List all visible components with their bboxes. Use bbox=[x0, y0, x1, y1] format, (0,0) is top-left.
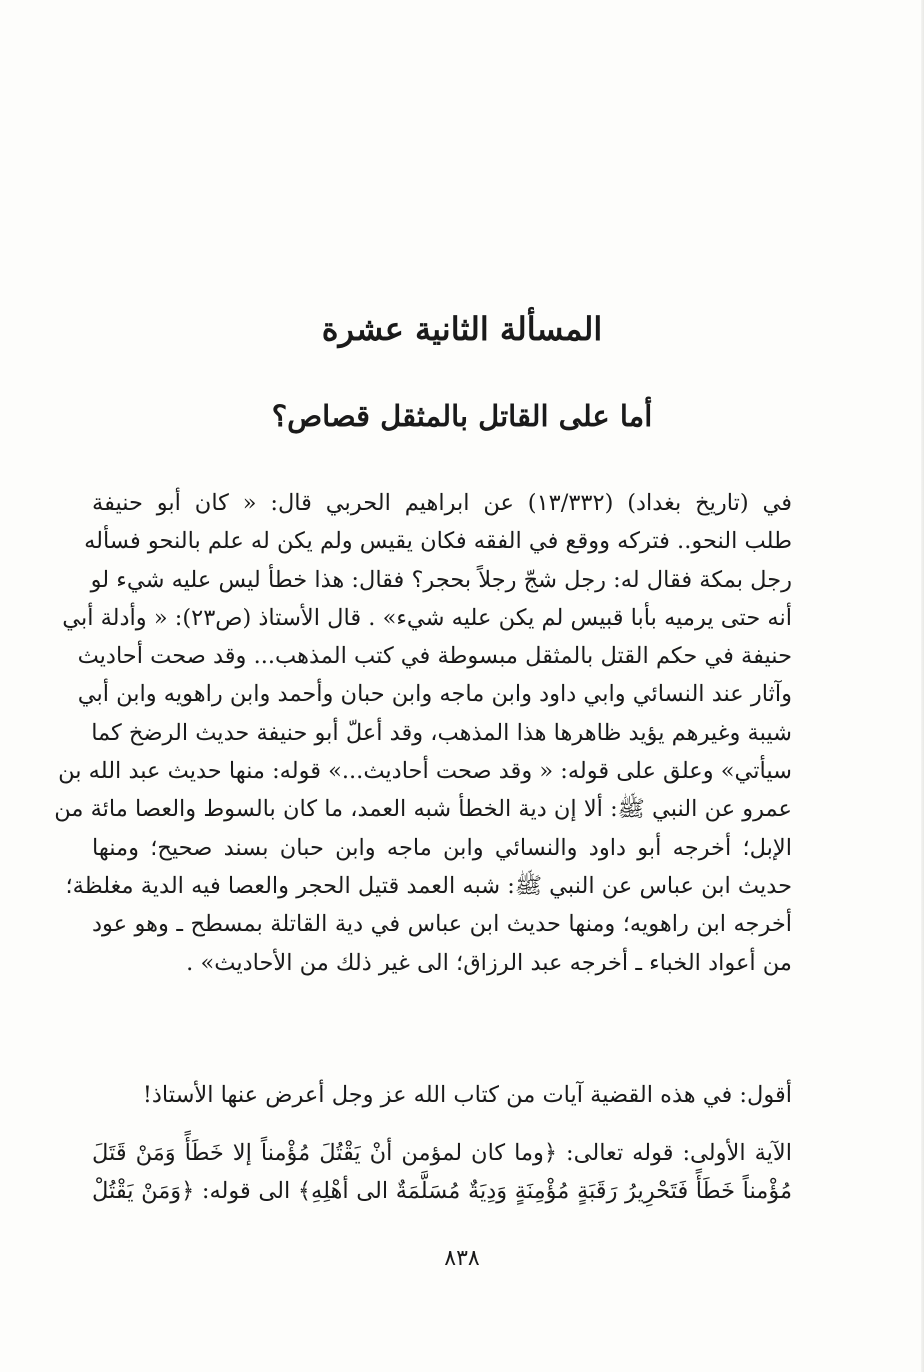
text-line: عمرو عن النبي ﷺ: ألا إن دية الخطأ شبه العمد، ما كان بالسوط والعصا مائة من bbox=[54, 796, 792, 823]
verse-paragraph bbox=[92, 1134, 792, 1211]
author-remark bbox=[92, 1076, 792, 1114]
text-line: حديث ابن عباس عن النبي ﷺ: شبه العمد قتيل الحجر والعصا فيه الدية مغلظة؛ bbox=[65, 872, 792, 899]
text-line: الآية الأولى: قوله تعالى: ﴿وما كان لمؤمن أنْ يَقْتُلَ مُؤْمناً إلا خَطَأً وَمَنْ قَتَلَ bbox=[92, 1140, 792, 1166]
text-line: من أعواد الخباء ـ أخرجه عبد الرزاق؛ الى غير ذلك من الأحاديث» . bbox=[186, 949, 792, 976]
text-line: الإبل؛ أخرجه أبو داود والنسائي وابن ماجه وابن حبان بسند صحيح؛ ومنها bbox=[92, 834, 792, 861]
text-line: أقول: في هذه القضية آيات من كتاب الله عز وجل أعرض عنها الأستاذ! bbox=[142, 1082, 792, 1108]
chapter-title: المسألة الثانية عشرة bbox=[321, 310, 603, 348]
text-line: مُؤْمناً خَطَأً فَتَحْرِيرُ رَقَبَةٍ مُؤْمِنَةٍ وَدِيَةٌ مُسَلَّمَةٌ الى أهْلِهِ﴾ الى قوله: ﴿وَمَنْ يَقْتُلْ bbox=[92, 1178, 792, 1205]
question-title: أما على القاتل بالمثقل قصاص؟ bbox=[271, 399, 653, 433]
text-line: طلب النحو.. فتركه ووقع في الفقه فكان يقيس ولم يكن له علم بالنحو فسأله bbox=[84, 528, 792, 555]
text-line: أنه حتى يرميه بأبا قبيس لم يكن عليه شيء» . قال الأستاذ (ص٢٣): « وأدلة أبي bbox=[62, 604, 792, 631]
text-line: حنيفة في حكم القتل بالمثقل مبسوطة في كتب المذهب... وقد صحت أحاديث bbox=[77, 643, 792, 670]
main-paragraph bbox=[54, 484, 792, 982]
text-line: رجل بمكة فقال له: رجل شجّ رجلاً بحجر؟ فقال: هذا خطأ ليس عليه شيء لو bbox=[90, 566, 792, 593]
text-line: أخرجه ابن راهويه؛ ومنها حديث ابن عباس في دية القاتلة بمسطح ـ وهو عود bbox=[92, 911, 792, 938]
text-line: شيبة وغيرهم يؤيد ظاهرها هذا المذهب، وقد أعلّ أبو حنيفة حديث الرضخ كما bbox=[91, 719, 792, 746]
text-line: في (تاريخ بغداد) (١٣/٣٣٢) عن ابراهيم الحربي قال: « كان أبو حنيفة bbox=[92, 490, 792, 516]
text-line: سيأتي» وعلق على قوله: « وقد صحت أحاديث...» قوله: منها حديث عبد الله بن bbox=[58, 758, 792, 785]
page-number: ٨٣٨ bbox=[444, 1246, 480, 1271]
text-line: وآثار عند النسائي وابي داود وابن ماجه وابن حبان وأحمد وابن راهويه وابن أبي bbox=[77, 681, 792, 708]
